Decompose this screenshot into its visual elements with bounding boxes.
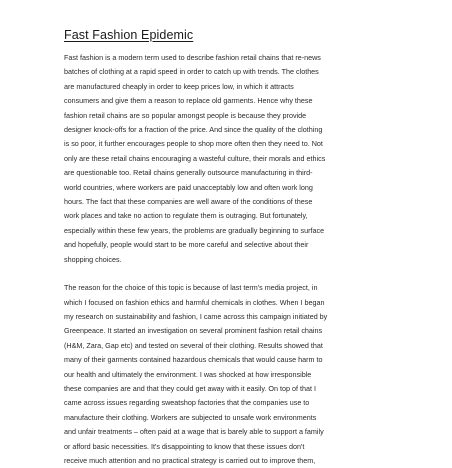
text-line: are questionable too. Retail chains generally outsource manufacturing in third- xyxy=(64,168,313,178)
text-line: only are these retail chains encouraging a wasteful culture, their morals and ethics xyxy=(64,153,326,163)
document-title: Fast Fashion Epidemic xyxy=(64,28,194,42)
text-line: came across issues regarding sweatshop factories that the companies use to xyxy=(64,398,310,408)
text-line: is so poor, it further encourages people to shop more often then they need to. Not xyxy=(64,139,323,149)
text-line: our health and ultimately the environment. I was shocked at how irresponsible xyxy=(64,369,312,379)
text-line: Greenpeace. It started an investigation on several prominent fashion retail chains xyxy=(64,326,323,336)
text-line: world countries, where workers are paid unacceptably low and often work long xyxy=(64,182,313,192)
text-line: The reason for the choice of this topic is because of last term's media project, in xyxy=(64,283,318,293)
text-line: and unfair treatments – often paid at a wage that is barely able to support a family xyxy=(64,427,324,437)
text-line: hours. The fact that these companies are well aware of the conditions of these xyxy=(64,197,313,207)
text-line: are manufactured cheaply in order to keep prices low, in which it attracts xyxy=(64,81,294,91)
text-line: many of their garments contained hazardous chemicals that would cause harm to xyxy=(64,355,323,365)
text-line: which I focused on fashion ethics and harmful chemicals in clothes. When I began xyxy=(64,297,325,307)
text-line: or afford basic necessities. It's disappointing to know that these issues don't xyxy=(64,441,305,451)
text-line: consumers and give them a reason to replace old garments. Hence why these xyxy=(64,96,313,106)
text-line: especially within these few years, the problems are gradually beginning to surface xyxy=(64,225,325,235)
text-line: shopping choices. xyxy=(64,254,122,264)
text-line: and hopefully, people would start to be more careful and selective about their xyxy=(64,240,309,250)
text-line: batches of clothing at a rapid speed in order to catch up with trends. The clothes xyxy=(64,67,319,77)
text-line: receive much attention and no practical strategy is carried out to improve them, xyxy=(64,455,316,465)
text-line: manufacture their clothing. Workers are subjected to unsafe work environments xyxy=(64,412,317,422)
paragraph-2 xyxy=(64,281,412,468)
text-line: these companies are and that they could get away with it easily. On top of that I xyxy=(64,383,316,393)
text-line: my research on sustainability and fashion, I came across this campaign initiated by xyxy=(64,311,328,321)
text-line: (H&M, Zara, Gap etc) and tested on several of their clothing. Results showed that xyxy=(64,340,323,350)
text-line: Fast fashion is a modern term used to describe fashion retail chains that re-news xyxy=(64,53,321,62)
paragraph-1 xyxy=(64,51,412,267)
text-line: work places and take no action to regulate them is outraging. But fortunately, xyxy=(64,211,308,221)
text-line: fashion retail chains are so popular amongst people is because they provide xyxy=(64,110,307,120)
text-line: designer knock-offs for a fraction of the price. And since the quality of the clothing xyxy=(64,125,323,135)
